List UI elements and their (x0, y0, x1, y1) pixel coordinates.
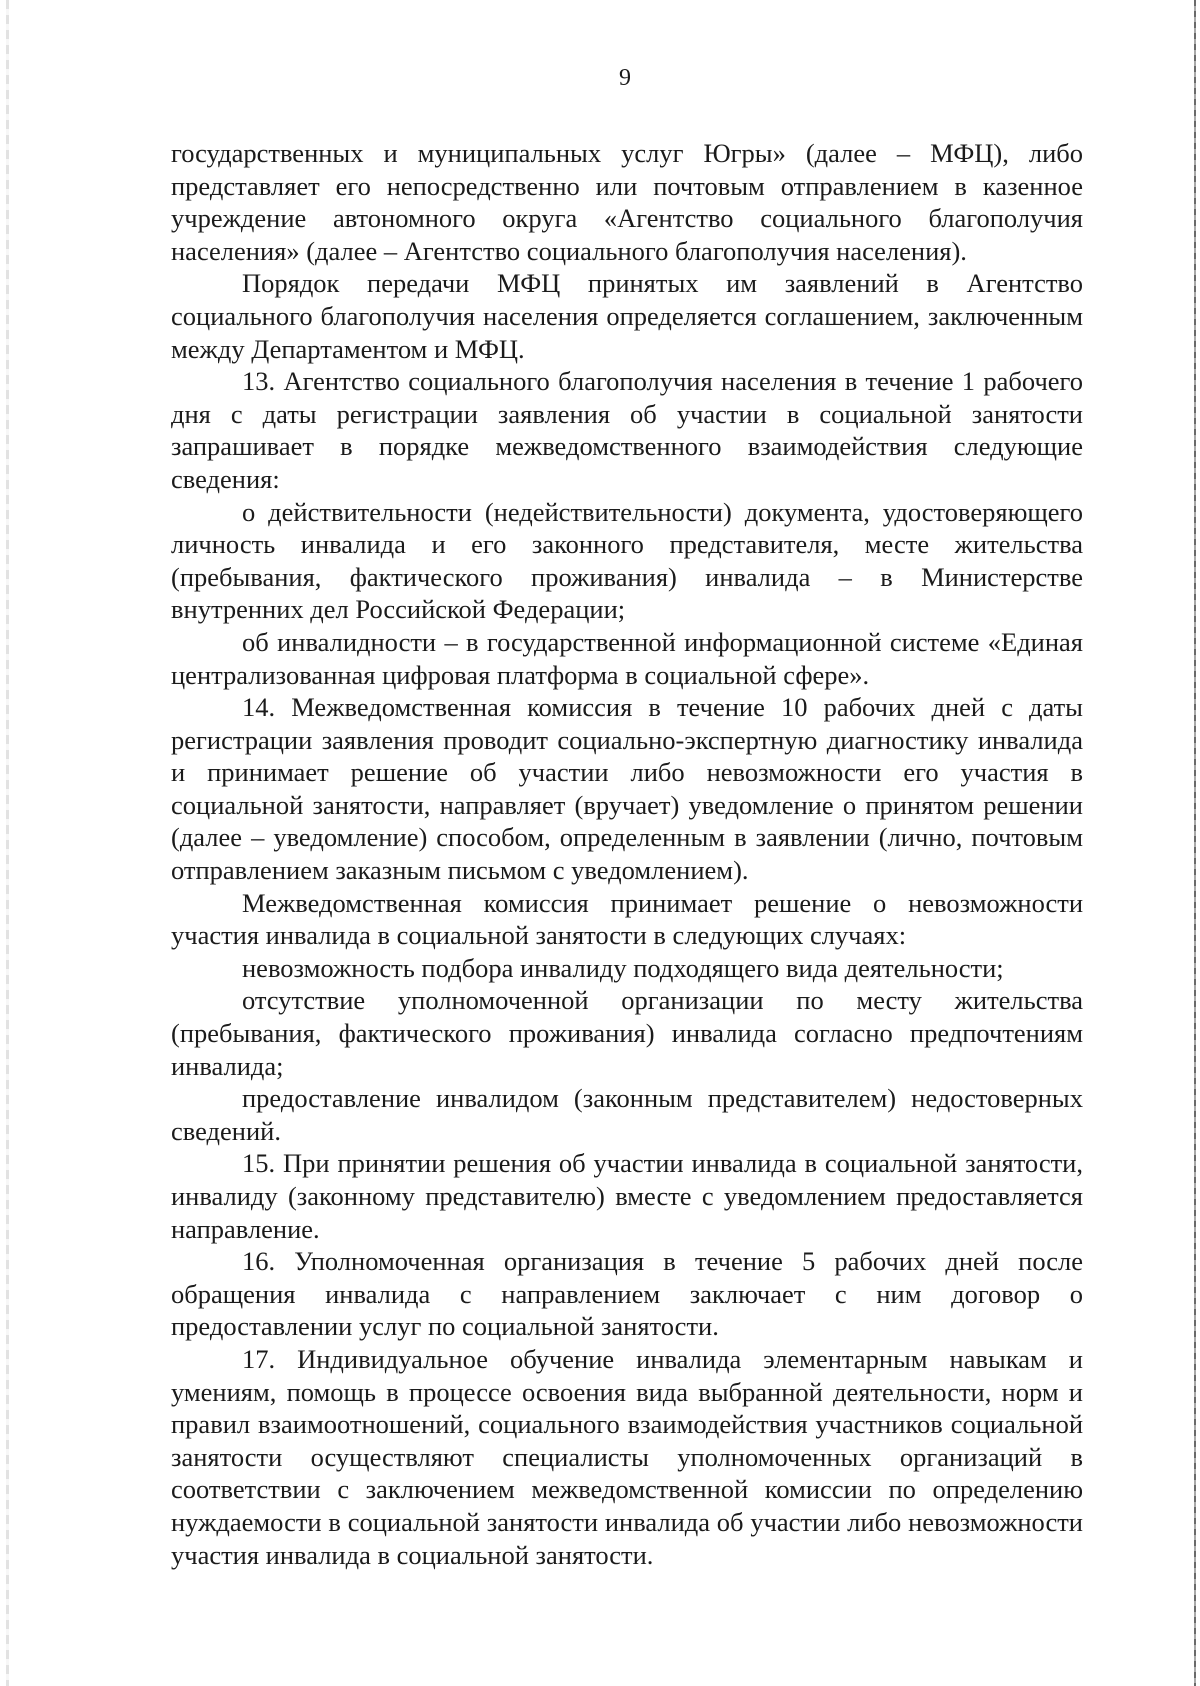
paragraph-13: 13. Агентство социального благополучия населения в течение 1 рабочего дня с даты регистрации заявления об участии в социальной занятости запрашивает в порядке межведомственного взаимодействия следующие сведения: (171, 366, 1083, 494)
paragraph-refusal-case-false-data: предоставление инвалидом (законным представителем) недостоверных сведений. (171, 1083, 1083, 1146)
scan-edge-left (6, 0, 9, 1686)
paragraph-17: 17. Индивидуальное обучение инвалида элементарным навыкам и умениям, помощь в процессе освоения вида выбранной деятельности, норм и правил взаимоотношений, социального взаимодействия участников социальной занятости осуществляют специалисты уполномоченных организаций в соответствии с заключением межведомственной комиссии по определению нуждаемости в социальной занятости инвалида об участии либо невозможности участия инвалида в социальной занятости. (171, 1343, 1083, 1570)
paragraph-13-item-identity-document: о действительности (недействительности) документа, удостоверяющего личность инвалида и его законного представителя, месте жительства (пребывания, фактического проживания) инвалида – в Министерстве внутренних дел Российской Федерации; (171, 496, 1083, 625)
paragraph-13-item-disability: об инвалидности – в государственной информационной системе «Единая централизованная цифровая платформа в социальной сфере». (171, 626, 1083, 690)
paragraph-16: 16. Уполномоченная организация в течение 5 рабочих дней после обращения инвалида с направлением заключает с ним договор о предоставлении услуг по социальной занятости. (171, 1246, 1083, 1342)
paragraph-refusal-cases: Межведомственная комиссия принимает решение о невозможности участия инвалида в социальной занятости в следующих случаях: (171, 887, 1083, 951)
paragraph-15: 15. При принятии решения об участии инвалида в социальной занятости, инвалиду (законному представителю) вместе с уведомлением предоставляется направление. (171, 1148, 1083, 1244)
scan-edge-right (1194, 0, 1196, 1686)
page-number: 9 (619, 65, 631, 91)
paragraph-refusal-case-organization: отсутствие уполномоченной организации по месту жительства (пребывания, фактического проживания) инвалида согласно предпочтениям инвалида; (171, 985, 1083, 1081)
paragraph-continuation: государственных и муниципальных услуг Югры» (далее – МФЦ), либо представляет его непосредственно или почтовым отправлением в казенное учреждение автономного округа «Агентство социального благополучия населения» (далее – Агентство социального благополучия населения). (171, 138, 1083, 266)
paragraph-14: 14. Межведомственная комиссия в течение 10 рабочих дней с даты регистрации заявления проводит социально-экспертную диагностику инвалида и принимает решение об участии либо невозможности его участия в социальной занятости, направляет (вручает) уведомление о принятом решении (далее – уведомление) способом, определенным в заявлении (лично, почтовым отправлением заказным письмом с уведомлением). (171, 692, 1083, 886)
document-body (171, 137, 1083, 1571)
paragraph-mfc-transfer-order: Порядок передачи МФЦ принятых им заявлений в Агентство социального благополучия населения определяется соглашением, заключенным между Департаментом и МФЦ. (171, 268, 1083, 364)
paragraph-refusal-case-activity: невозможность подбора инвалиду подходящего вида деятельности; (242, 952, 1004, 983)
